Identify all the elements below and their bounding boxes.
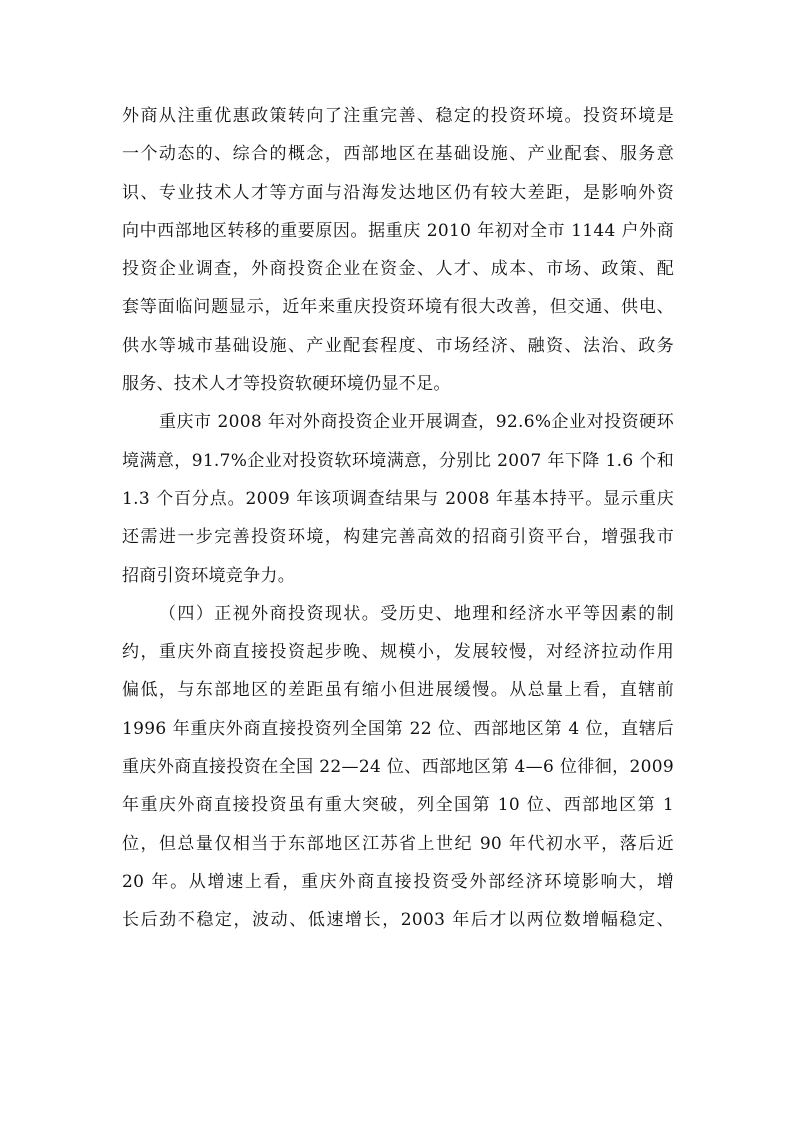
- text-line: 一个动态的、综合的概念，西部地区在基础设施、产业配套、服务意: [122, 144, 674, 164]
- text-line: 供水等城市基础设施、产业配套程度、市场经济、融资、法治、政务: [122, 336, 674, 356]
- text-line: 境满意，91.7%企业对投资软环境满意，分别比 2007 年下降 1.6 个和: [122, 451, 674, 471]
- text-line: 还需进一步完善投资环境，构建完善高效的招商引资平台，增强我市: [122, 527, 674, 547]
- text-line: 向中西部地区转移的重要原因。据重庆 2010 年初对全市 1144 户外商: [122, 221, 674, 241]
- text-line: 重庆市 2008 年对外商投资企业开展调查，92.6%企业对投资硬环: [159, 412, 674, 432]
- text-line: 约，重庆外商直接投资起步晚、规模小，发展较慢，对经济拉动作用: [122, 642, 674, 662]
- text-line: 20 年。从增速上看，重庆外商直接投资受外部经济环境影响大，增: [122, 872, 674, 892]
- text-line: 位，但总量仅相当于东部地区江苏省上世纪 90 年代初水平，落后近: [122, 834, 674, 854]
- text-line: 1996 年重庆外商直接投资列全国第 22 位、西部地区第 4 位，直辖后: [122, 719, 674, 739]
- text-line: 外商从注重优惠政策转向了注重完善、稳定的投资环境。投资环境是: [122, 106, 674, 126]
- text-line: 投资企业调查，外商投资企业在资金、人才、成本、市场、政策、配: [122, 259, 674, 279]
- text-line: 长后劲不稳定，波动、低速增长，2003 年后才以两位数增幅稳定、: [122, 910, 674, 930]
- text-line: （四）正视外商投资现状。受历史、地理和经济水平等因素的制: [159, 604, 674, 624]
- text-line: 套等面临问题显示，近年来重庆投资环境有很大改善，但交通、供电、: [122, 297, 674, 317]
- text-line: 识、专业技术人才等方面与沿海发达地区仍有较大差距，是影响外资: [122, 183, 674, 203]
- text-line: 招商引资环境竞争力。: [122, 566, 295, 586]
- text-line: 重庆外商直接投资在全国 22—24 位、西部地区第 4—6 位徘徊，2009: [122, 757, 674, 777]
- text-line: 年重庆外商直接投资虽有重大突破，列全国第 10 位、西部地区第 1: [122, 795, 674, 815]
- text-line: 服务、技术人才等投资软硬环境仍显不足。: [122, 374, 451, 394]
- text-line: 偏低，与东部地区的差距虽有缩小但进展缓慢。从总量上看，直辖前: [122, 680, 674, 700]
- text-line: 1.3 个百分点。2009 年该项调查结果与 2008 年基本持平。显示重庆: [122, 489, 674, 509]
